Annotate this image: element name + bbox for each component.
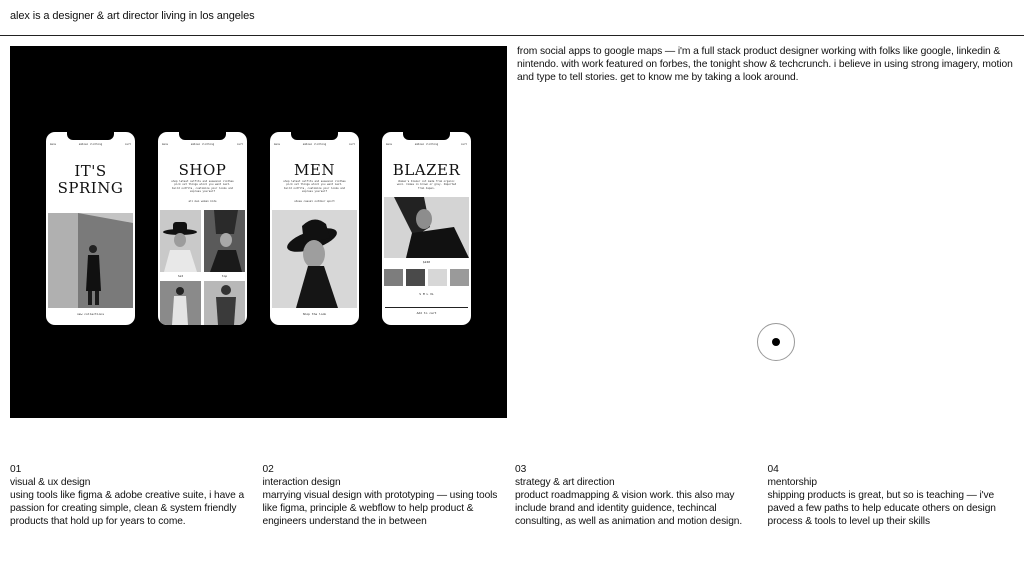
service-title: visual & ux design [10,477,91,488]
phone-cart-label: cart [460,143,467,146]
phone-title: BLAZER [392,161,461,179]
thumbnail [384,269,403,286]
phone-notch [403,132,450,140]
add-to-cart-label: Add to cart [416,311,437,315]
phone-mockup-blazer [382,132,471,325]
phone-brand-label: ambien clothing [78,143,103,146]
cart-divider [385,307,468,308]
model-photo [48,213,133,308]
phone-nav-bar [386,143,467,146]
cursor-dot-icon [772,338,780,346]
phone-brand-label: ambien clothing [414,143,439,146]
service-number: 03 [515,464,527,475]
service-number: 01 [10,464,22,475]
thumbnail [450,269,469,286]
phone-menu-label: menu [50,143,57,146]
intro-paragraph: from social apps to google maps — i'm a full stack product designer working with folks like google, linkedin & nintendo. with work featured on forbes, the tonight show & techcrunch. i believe in using strong imagery, motion and type to tell stories. get to know me by taking a look around. [517,46,1013,83]
phone-body-text: Women's blazer cut made from organic wool. Comes in brown or grey. Imported from Japan. [396,180,457,190]
phone-notch [291,132,338,140]
item-label-hat: hat [177,274,184,278]
phone-title-line1: IT'S [74,162,107,180]
phone-body-text: shop latest outfits and seasonal clothes pick out things which you want next. build outfits, customize your looks and express yourself [283,180,346,194]
man-hat-photo [272,210,357,308]
custom-cursor[interactable] [757,323,795,361]
thumbnail [428,269,447,286]
service-title: interaction design [262,477,341,488]
service-number: 04 [767,464,779,475]
phone-nav-bar [162,143,243,146]
service-number: 02 [262,464,274,475]
service-description: product roadmapping & vision work. this also may include brand and identity guidence, techincal consulting, as well as animation and motion design. [515,490,743,527]
phone-menu-label: menu [274,143,281,146]
top-photo [204,210,245,272]
phone-title: SHOP [178,161,227,179]
service-item [263,463,516,528]
service-item [515,463,768,528]
phone-mockup-spring [46,132,135,325]
phone-title: MEN [294,161,335,179]
price-label: $240 [422,260,431,264]
phone-cart-label: cart [124,143,131,146]
phone-mockup-shop [158,132,247,325]
thumbnail [406,269,425,286]
outfit-photo [204,281,245,325]
phone-brand-label: ambien clothing [190,143,215,146]
service-item [10,463,263,528]
site-header-title: alex is a designer & art director living in los angeles [10,10,255,22]
service-description: shipping products is great, but so is teaching — i've paved a few paths to help educate others on design process & tools to level up their skills [767,490,996,527]
header-divider [0,35,1024,36]
service-title: mentorship [767,477,817,488]
phone-filters: shoes casual outdoor sport [294,200,335,203]
phone-notch [179,132,226,140]
phone-body-text: shop latest outfits and seasonal clothes pick out things which you want next. build outfits, customize your looks and express yourself [171,180,234,194]
phone-title-line2: SPRING [57,179,124,197]
service-description: using tools like figma & adobe creative suite, i have a passion for creating simple, clean & system friendly products that hold up for years to come. [10,490,245,527]
item-label-top: top [221,274,228,278]
phone-brand-label: ambien clothing [302,143,327,146]
phone-footer-label: new collections [76,312,105,316]
outfit-photo [160,281,201,325]
service-item [768,463,1021,528]
phone-cart-label: cart [348,143,355,146]
phone-menu-label: menu [162,143,169,146]
phone-cart-label: cart [236,143,243,146]
phone-notch [67,132,114,140]
blazer-model-photo [384,197,469,258]
phone-mockup-men [270,132,359,325]
hat-photo [160,210,201,272]
phone-menu-label: menu [386,143,393,146]
phone-nav-bar [274,143,355,146]
services-row [10,463,1020,528]
phone-nav-bar [50,143,131,146]
service-title: strategy & art direction [515,477,615,488]
phone-footer-label: Shop the look [302,312,327,316]
service-description: marrying visual design with prototyping — using tools like figma, principle & webflow to help product & engineers understand the in between [262,490,498,527]
size-options: S M L XL [419,292,434,296]
hero-showcase-image [10,46,507,418]
phone-filters: all men women kids [188,200,217,203]
